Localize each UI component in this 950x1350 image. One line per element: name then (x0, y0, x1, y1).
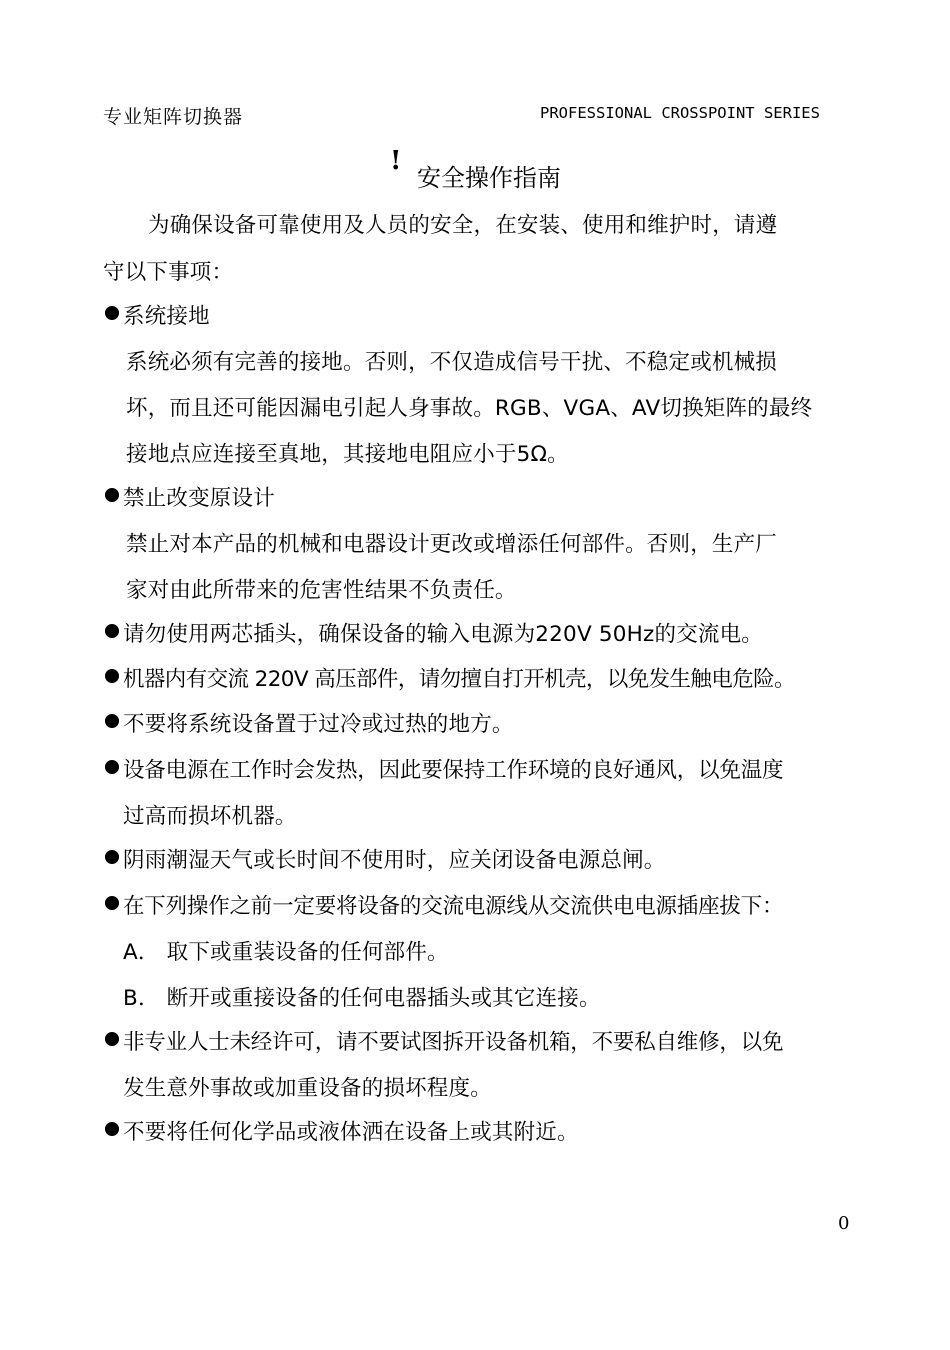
unplug-item-a: A． 取下或重装设备的任何部件。 (123, 940, 449, 965)
bullet-ventilation-line-1: 设备电源在工作时会发热，因此要保持工作环境的良好通风，以免温度 (123, 758, 784, 783)
page-title-text: 安全操作指南 (417, 164, 561, 192)
unplug-item-b: B． 断开或重接设备的任何电器插头或其它连接。 (123, 986, 601, 1011)
bullet-weather: 阴雨潮湿天气或长时间不使用时，应关闭设备电源总闸。 (123, 848, 666, 873)
page-number: 0 (838, 1213, 850, 1234)
bullet-plug: 请勿使用两芯插头，确保设备的输入电源为220V 50Hz的交流电。 (123, 622, 763, 647)
design-line-1: 禁止对本产品的机械和电器设计更改或增添任何部件。否则，生产厂 (126, 532, 778, 557)
bullet-icon (105, 306, 119, 320)
bullet-icon (105, 1122, 119, 1136)
bullet-nonpro-line-1: 非专业人士未经许可，请不要试图拆开设备机箱，不要私自维修，以免 (123, 1030, 784, 1055)
grounding-line-1: 系统必须有完善的接地。否则，不仅造成信号干扰、不稳定或机械损 (126, 350, 778, 375)
bullet-icon (105, 669, 119, 683)
bullet-icon (105, 760, 119, 774)
bullet-nonpro-line-2: 发生意外事故或加重设备的损坏程度。 (123, 1076, 492, 1101)
bullet-icon (105, 624, 119, 638)
warning-icon: ! (390, 146, 402, 176)
intro-line-1: 为确保设备可靠使用及人员的安全，在安装、使用和维护时，请遵 (148, 213, 778, 238)
bullet-icon (105, 850, 119, 864)
bullet-icon (105, 1032, 119, 1046)
design-line-2: 家对由此所带来的危害性结果不负责任。 (126, 578, 517, 603)
section-heading-design: 禁止改变原设计 (123, 486, 275, 511)
section-heading-grounding: 系统接地 (123, 304, 210, 329)
bullet-high-voltage: 机器内有交流 220V 高压部件，请勿擅自打开机壳，以免发生触电危险。 (123, 667, 795, 692)
header-title: 专业矩阵切换器 (103, 106, 244, 128)
bullet-chemicals: 不要将任何化学品或液体洒在设备上或其附近。 (123, 1120, 579, 1145)
bullet-unplug: 在下列操作之前一定要将设备的交流电源线从交流供电电源插座拔下： (123, 894, 784, 919)
header-series: PROFESSIONAL CROSSPOINT SERIES (540, 104, 820, 122)
bullet-temperature: 不要将系统设备置于过冷或过热的地方。 (123, 712, 514, 737)
bullet-icon (105, 488, 119, 502)
grounding-line-3: 接地点应连接至真地，其接地电阻应小于5Ω。 (126, 442, 569, 467)
bullet-ventilation-line-2: 过高而损坏机器。 (123, 804, 297, 829)
intro-line-2: 守以下事项： (103, 260, 234, 285)
bullet-icon (105, 896, 119, 910)
bullet-icon (105, 714, 119, 728)
grounding-line-2: 坏，而且还可能因漏电引起人身事故。RGB、VGA、AV切换矩阵的最终 (126, 396, 813, 421)
